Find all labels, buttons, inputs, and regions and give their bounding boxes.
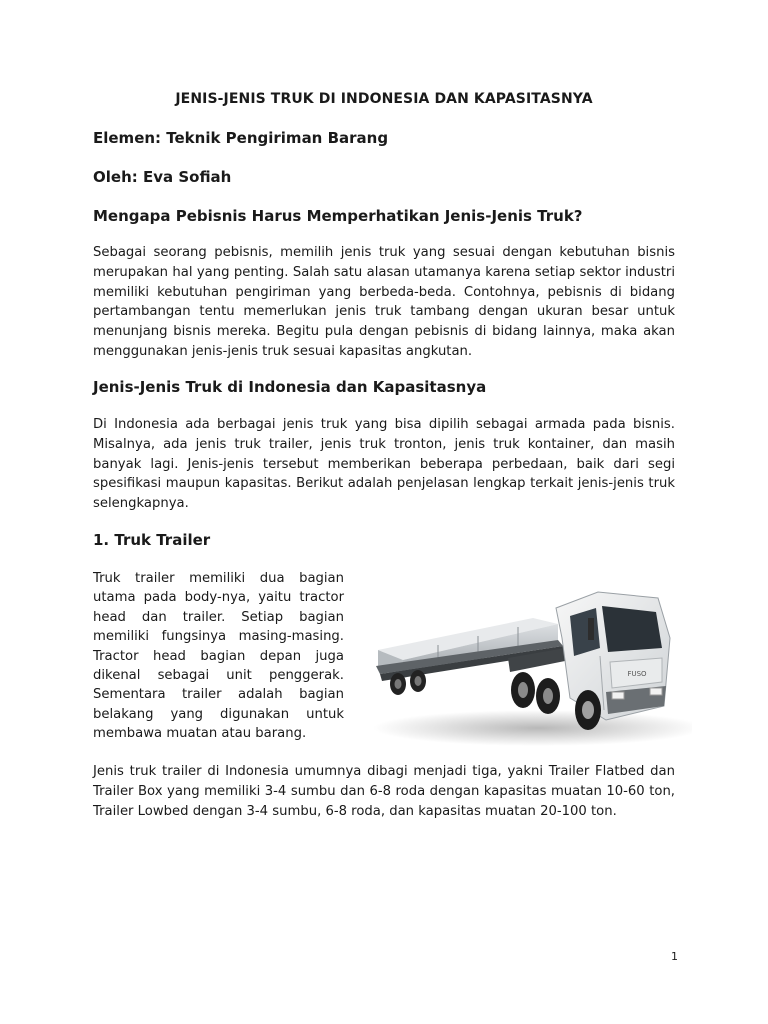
svg-text:FUSO: FUSO bbox=[627, 670, 647, 678]
section-heading-why: Mengapa Pebisnis Harus Memperhatikan Jenis-Jenis Truk? bbox=[93, 207, 583, 225]
section-body-why: Sebagai seorang pebisnis, memilih jenis truk yang sesuai dengan kebutuhan bisnis merupakan hal yang penting. Salah satu alasan utamanya karena setiap sektor industri memiliki kebutuhan pengiriman yang berbeda-beda. Contohnya, pebisnis di bidang pertambangan tentu memerlukan jenis truk tambang dengan ukuran besar untuk menunjang bisnis mereka. Begitu pula dengan pebisnis di bidang lainnya, maka akan menggunakan jenis-jenis truk sesuai kapasitas angkutan. bbox=[93, 245, 675, 359]
section-heading-types: Jenis-Jenis Truk di Indonesia dan Kapasitasnya bbox=[93, 378, 487, 396]
truck-trailer-image bbox=[358, 578, 692, 750]
section-body-types: Di Indonesia ada berbagai jenis truk yang bisa dipilih sebagai armada pada bisnis. Misalnya, ada jenis truk trailer, jenis truk tronton, jenis truk kontainer, dan masih banyak lagi. Jenis-jenis tersebut memberikan beberapa perbedaan, baik dari segi spesifikasi maupun kapasitas. Berikut adalah penjelasan lengkap terkait jenis-jenis truk selengkapnya. bbox=[93, 417, 675, 512]
element-line: Elemen: Teknik Pengiriman Barang bbox=[93, 129, 389, 147]
subsection-body-trailer-types: Jenis truk trailer di Indonesia umumnya dibagi menjadi tiga, yakni Trailer Flatbed dan Trailer Box yang memiliki 3-4 sumbu dan 6-8 roda dengan kapasitas muatan 10-60 ton, Trailer Lowbed dengan 3-4 sumbu, 6-8 roda, dan kapasitas muatan 20-100 ton. bbox=[93, 764, 675, 819]
subsection-body-trailer: Truk trailer memiliki dua bagian utama pada body-nya, yaitu tractor head dan trailer. Setiap bagian memiliki fungsinya masing-masing. Tractor head bagian depan juga dikenal sebagai unit penggerak. Sementara trailer adalah bagian belakang yang digunakan untuk membawa muatan atau barang. bbox=[93, 571, 344, 742]
document-title: JENIS-JENIS TRUK DI INDONESIA DAN KAPASITASNYA bbox=[175, 91, 593, 107]
subsection-heading-trailer: 1. Truk Trailer bbox=[93, 531, 211, 549]
author-line: Oleh: Eva Sofiah bbox=[93, 168, 232, 186]
page-number: 1 bbox=[671, 950, 678, 963]
